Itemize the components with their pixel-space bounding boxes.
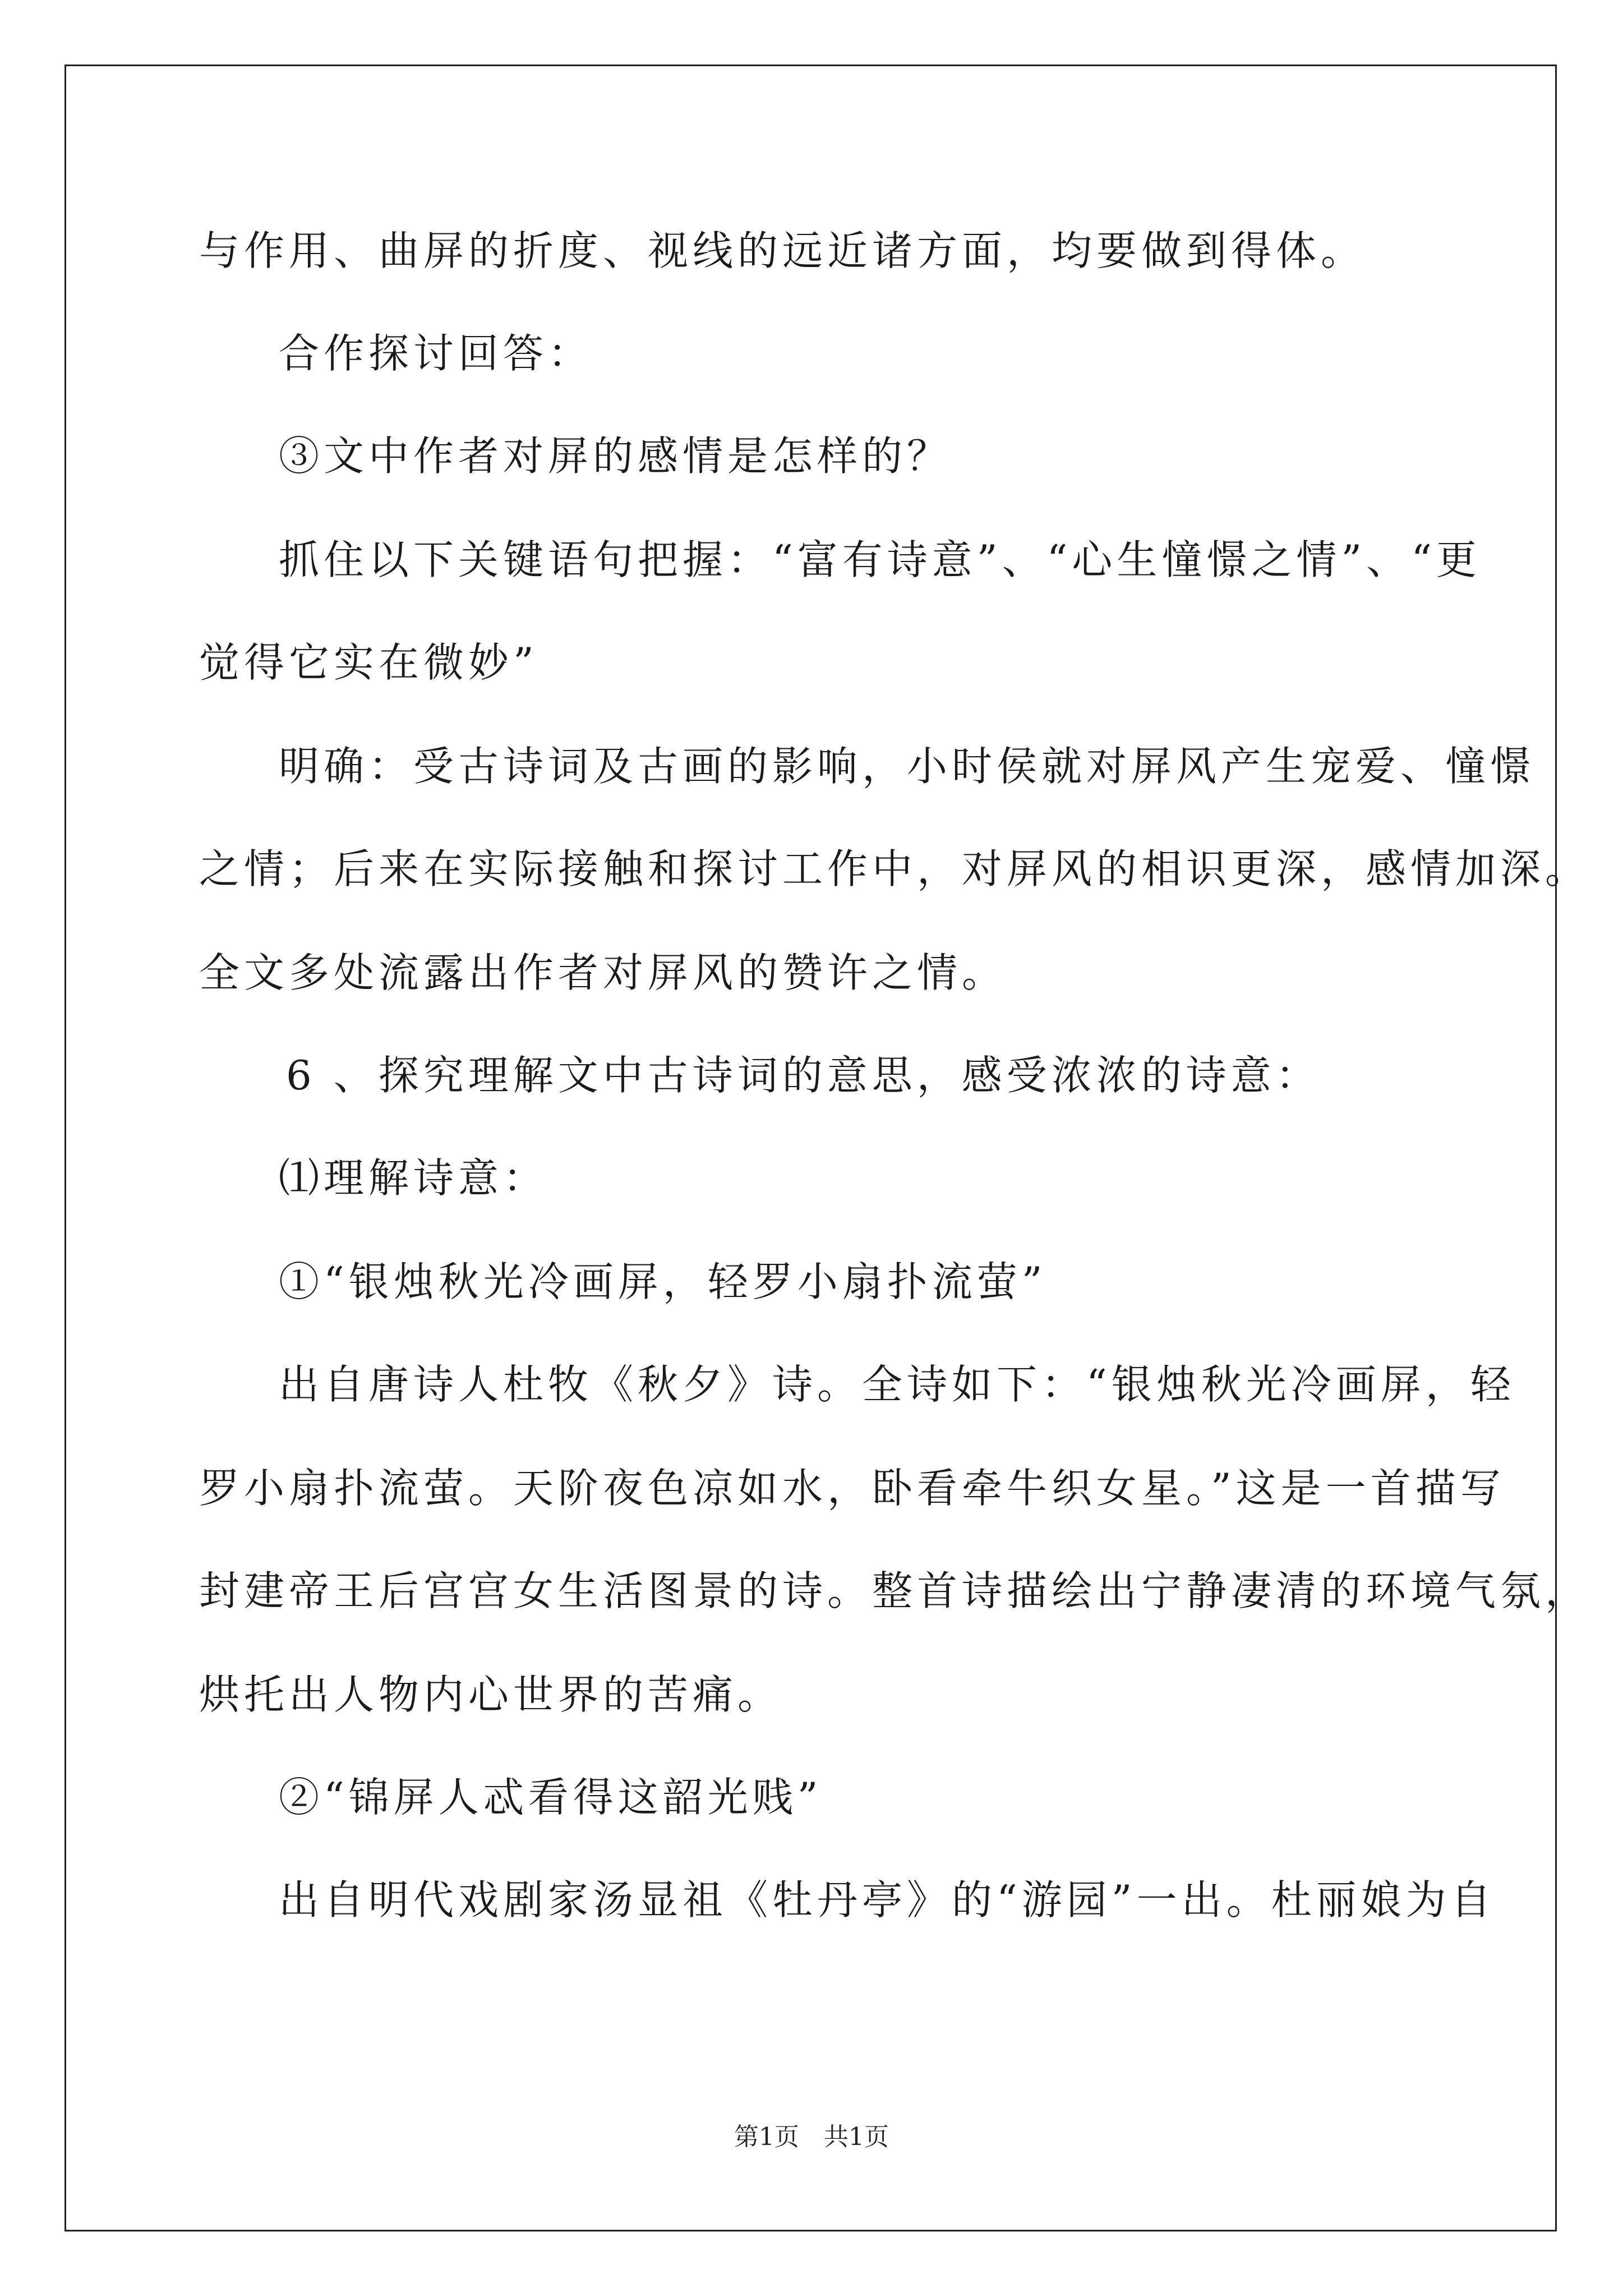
paragraph-text: 烘托出人物内心世界的苦痛。 [199,1671,783,1718]
body-line [0,529,1492,591]
body-line [0,1766,1492,1828]
subsection-heading: ⑴理解诗意： [279,1154,548,1202]
body-line [0,735,1536,797]
body-line [0,1560,1590,1622]
body-line [0,1457,1505,1519]
paragraph-text: 全文多处流露出作者对屏风的赞许之情。 [199,949,1007,996]
body-line [0,1251,1492,1313]
body-line [0,632,1492,693]
page-number-footer: 第1页 共1页 [734,2123,889,2151]
paragraph-text: 罗小扇扑流萤。天阶夜色凉如水，卧看牵牛织女星。”这是一首描写 [199,1465,1505,1512]
paragraph-text: 出自明代戏剧家汤显祖《牡丹亭》的“游园”一出。杜丽娘为自 [279,1876,1496,1924]
paragraph-text: 与作用、曲屏的折度、视线的远近诸方面，均要做到得体。 [199,227,1366,274]
paragraph-text: 封建帝王后宫宫女生活图景的诗。整首诗描绘出宁静凄清的环境气氛， [199,1567,1590,1614]
body-line [0,1869,1496,1931]
poem-quote: ②“锦屏人忒看得这韶光贱” [279,1774,823,1821]
paragraph-text: 之情；后来在实际接触和探讨工作中，对屏风的相识更深，感情加深。 [199,845,1590,892]
paragraph-text: 合作探讨回答： [279,330,593,377]
body-line [0,220,1492,282]
paragraph-text: ③文中作者对屏的感情是怎样的？ [279,432,952,480]
body-line [0,1354,1515,1415]
paragraph-text: 抓住以下关键语句把握：“富有诗意”、“心生憧憬之情”、“更 [279,536,1482,583]
paragraph-text: 出自唐诗人杜牧《秋夕》诗。全诗如下：“银烛秋光冷画屏，轻 [279,1361,1515,1408]
body-line [0,1664,1492,1726]
paragraph-text: 明确：受古诗词及古画的影响，小时侯就对屏风产生宠爱、憧憬 [279,743,1536,790]
body-line [0,942,1492,1004]
body-line [0,1147,1492,1209]
poem-quote: ①“银烛秋光冷画屏，轻罗小扇扑流萤” [279,1258,1047,1305]
body-line [0,838,1590,900]
section-heading: 6 、探究理解文中古诗词的意思，感受浓浓的诗意： [286,1052,1321,1099]
body-line [0,425,1492,487]
body-line [0,323,1492,384]
paragraph-text: 觉得它实在微妙” [199,639,538,686]
body-line [0,1045,1492,1106]
